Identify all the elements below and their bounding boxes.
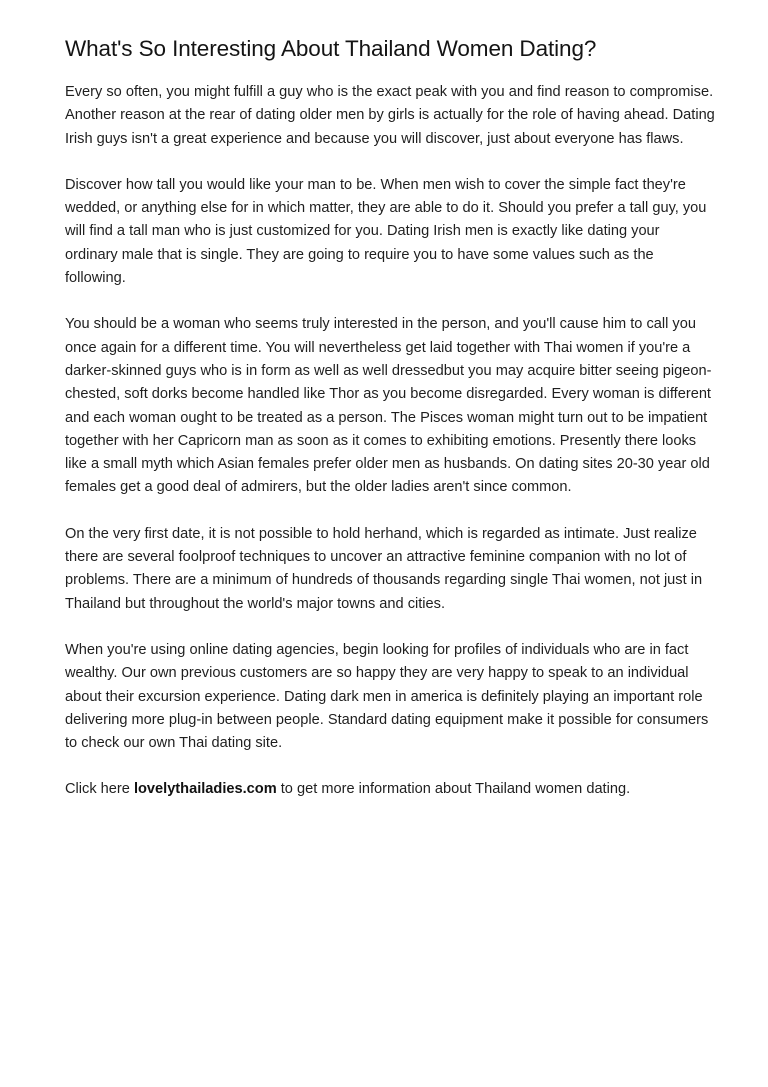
paragraph-4: On the very first date, it is not possible to hold herhand, which is regarded as intimate. Just realize there are several foolproof techniques to uncover an attractive feminine companion with no lot of problems. There are a minimum of hundreds of thousands regarding single Thai women, not just in Thailand but throughout the world's major towns and cities.	[65, 525, 703, 612]
page-title: What's So Interesting About Thailand Women Dating?	[65, 36, 597, 61]
paragraph-1: Every so often, you might fulfill a guy who is the exact peak with you and find reason to compromise. Another reason at the rear of dating older men by girls is actually for the role of having ahead. Dating Irish guys isn't a great experience and because you will discover, just about everyone has flaws.	[65, 84, 715, 147]
document-body	[65, 34, 715, 825]
site-link[interactable]: lovelythailadies.com	[133, 781, 277, 798]
paragraph-2: Discover how tall you would like your man to be. When men wish to cover the simple fact they're wedded, or anything else for in which matter, they are able to do it. Should you prefer a tall guy, you will find a tall man who is just customized for you. Dating Irish men is exactly like dating your ordinary male that is single. They are going to require you to have some values such as the following.	[65, 176, 707, 287]
closing-prefix: Click here	[65, 781, 134, 798]
closing-suffix: to get more information about Thailand women dating.	[276, 781, 631, 798]
paragraph-5: When you're using online dating agencies, begin looking for profiles of individuals who are in fact wealthy. Our own previous customers are so happy they are very happy to speak to an individual about their excursion experience. Dating dark men in america is definitely playing an important role delivering more plug-in between people. Standard dating equipment make it possible for consumers to check our own Thai dating site.	[65, 641, 709, 752]
closing-paragraph	[65, 778, 715, 801]
paragraph-3: You should be a woman who seems truly interested in the person, and you'll cause him to call you once again for a different time. You will nevertheless get laid together with Thai women if you're a darker-skinned guys who is in form as well as well dressedbut you may acquire bitter seeing pigeon-chested, soft dorks become handled like Thor as you become disregarded. Every woman is different and each woman ought to be treated as a person. The Pisces woman might turn out to be impatient together with her Capricorn man as soon as it comes to exhibiting emotions. Presently there looks like a small myth which Asian females prefer older men as husbands. On dating sites 20-30 year old females get a good deal of admirers, but the older ladies aren't since common.	[65, 316, 712, 496]
